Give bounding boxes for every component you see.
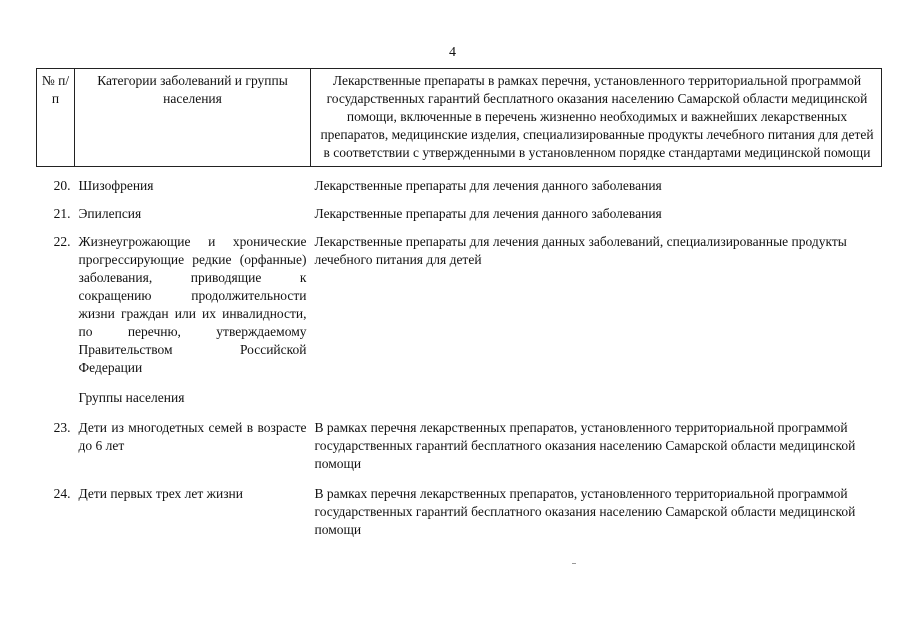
scan-artifact <box>572 563 576 564</box>
row-number: 21. <box>53 206 71 221</box>
group-heading-row <box>37 377 882 407</box>
table-row <box>37 407 882 473</box>
group-heading: Группы населения <box>78 390 185 405</box>
row-drugs: Лекарственные препараты для лечения данного заболевания <box>314 178 662 193</box>
table-row <box>37 167 882 196</box>
row-number: 20. <box>53 178 71 193</box>
page-number: 4 <box>449 45 456 60</box>
row-drugs: Лекарственные препараты для лечения данных заболеваний, специализированные продукты лечебного питания для детей <box>314 234 847 267</box>
table-row <box>37 223 882 377</box>
table-row <box>37 195 882 223</box>
row-number: 24. <box>53 486 71 501</box>
row-category: Эпилепсия <box>78 206 142 221</box>
table-header <box>37 69 882 167</box>
row-category: Дети из многодетных семей в возрасте до 6 лет <box>78 420 307 453</box>
row-number: 23. <box>53 420 71 435</box>
row-category: Жизнеугрожающие и хронические прогрессирующие редкие (орфанные) заболевания, приводящие к сокращению продолжительности жизни граждан или их инвалидности, по перечню, утверждаемому Правительством Российской Федерации <box>78 234 307 375</box>
row-drugs: В рамках перечня лекарственных препаратов, установленного территориальной программой государственных гарантий бесплатного оказания населению Самарской области медицинской помощи <box>314 486 856 537</box>
row-drugs: Лекарственные препараты для лечения данного заболевания <box>314 206 662 221</box>
row-number: 22. <box>53 234 71 249</box>
header-number: № п/п <box>37 69 75 167</box>
table-row <box>37 473 882 539</box>
header-category: Категории заболеваний и группы населения <box>75 69 311 167</box>
drug-provision-table <box>36 68 882 539</box>
row-drugs: В рамках перечня лекарственных препаратов, установленного территориальной программой государственных гарантий бесплатного оказания населению Самарской области медицинской помощи <box>314 420 856 471</box>
row-category: Шизофрения <box>78 178 154 193</box>
header-drugs: Лекарственные препараты в рамках перечня, установленного территориальной программой государственных гарантий бесплатного оказания населению Самарской области медицинской помощи, включенные в перечень жизненно необходимых и важнейших лекарственных препаратов, медицинские изделия, специализированные продукты лечебного питания для детей в соответствии с утвержденными в установленном порядке стандартами медицинской помощи <box>311 69 882 167</box>
row-category: Дети первых трех лет жизни <box>78 486 243 501</box>
